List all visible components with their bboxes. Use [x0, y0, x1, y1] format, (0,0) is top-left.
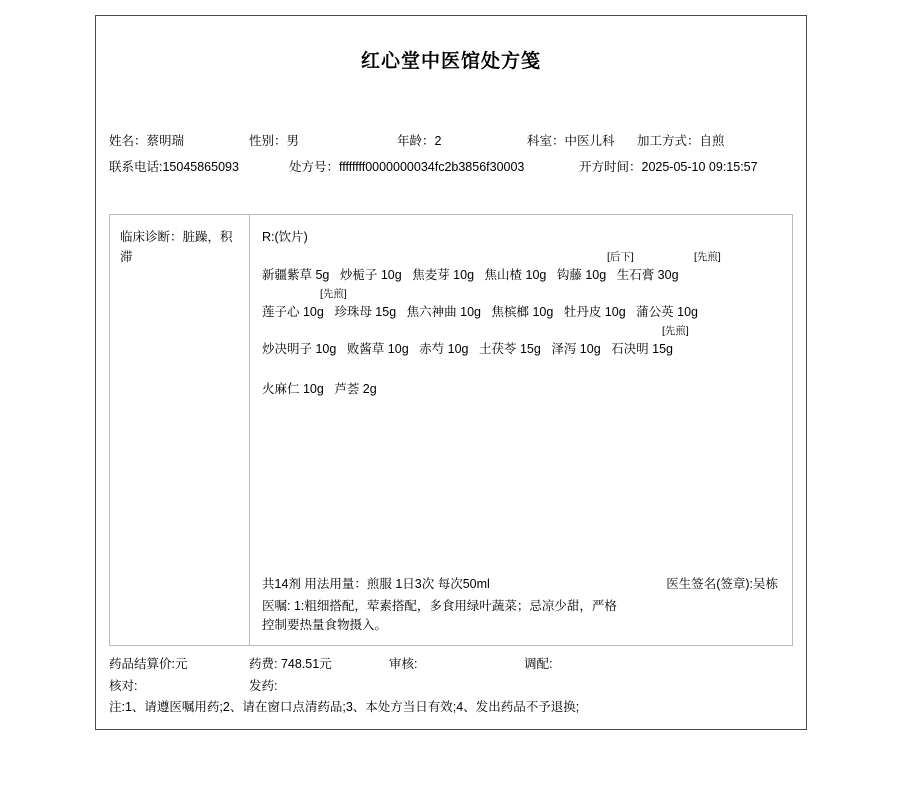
herb-item: 焦山楂 10g — [484, 268, 547, 282]
page-title: 红心堂中医馆处方笺 — [360, 51, 541, 72]
annotation-xianjian-2: [先煎] — [320, 288, 347, 300]
herb-item: 火麻仁 10g — [262, 382, 324, 396]
usage-instructions: 共14剂 用法用量：煎服 1日3次 每次50ml — [262, 577, 490, 591]
herb-item: 生石膏 30g — [616, 268, 679, 282]
prescription-number: 处方号：ffffffff0000000034fc2b3856f30003 — [289, 160, 525, 174]
annotation-xianjian-3: [先煎] — [662, 325, 689, 337]
processing-method: 加工方式：自煎 — [637, 134, 725, 148]
herb-item: 赤芍 10g — [419, 342, 469, 356]
herb-item: 蒲公英 10g — [636, 305, 698, 319]
prescription-body — [109, 214, 793, 646]
annotation-xianjian-1: [先煎] — [694, 251, 721, 263]
herb-item: 土茯苓 15g — [478, 342, 541, 356]
billing-section — [109, 646, 793, 717]
settlement-price: 药品结算价:元 — [109, 657, 188, 671]
annotation-houxia: [后下] — [607, 251, 634, 263]
medicine-fee: 药费: 748.51元 — [249, 657, 332, 671]
rx-footer — [262, 575, 778, 635]
herb-item: 焦槟榔 10g — [491, 305, 554, 319]
patient-name: 姓名：蔡明瑞 — [109, 134, 185, 148]
review-field: 审核: — [389, 657, 418, 671]
herb-item: 石决明 15g — [611, 342, 673, 356]
herb-line-1 — [262, 264, 778, 286]
rx-heading: R:(饮片) — [262, 230, 308, 244]
herb-line-2 — [262, 301, 778, 323]
doctor-signature: 医生签名(签章):吴栋 — [666, 577, 778, 591]
clinical-diagnosis: 临床诊断：脏躁，积滞 — [110, 215, 250, 645]
herb-item: 牡丹皮 10g — [563, 305, 626, 319]
herb-annotations-3 — [262, 323, 778, 338]
herb-item: 炒栀子 10g — [339, 268, 402, 282]
rx-content — [250, 215, 792, 645]
herb-annotations-2 — [262, 286, 778, 301]
check-field: 核对: — [109, 679, 138, 693]
herb-item: 莲子心 10g — [262, 305, 324, 319]
herb-item: 焦麦芽 10g — [412, 268, 475, 282]
footer-notes: 注:1、请遵医嘱用药;2、请在窗口点清药品;3、本处方当日有效;4、发出药品不予退换; — [109, 700, 580, 714]
issue-field: 发药: — [249, 679, 278, 693]
herb-item: 焦六神曲 10g — [406, 305, 481, 319]
prescription-time: 开方时间：2025-05-10 09:15:57 — [579, 160, 758, 174]
herb-item: 新疆紫草 5g — [262, 268, 330, 282]
patient-gender: 性别：男 — [249, 134, 300, 148]
herb-line-4 — [262, 378, 778, 400]
patient-age: 年龄：2 — [397, 134, 442, 148]
patient-meta-row-1 — [109, 128, 793, 154]
patient-meta — [96, 128, 806, 180]
herb-item: 败酱草 10g — [346, 342, 409, 356]
herb-line-3 — [262, 338, 778, 360]
herb-item: 炒决明子 10g — [262, 342, 337, 356]
prescription-page — [95, 15, 807, 730]
dispense-field: 调配: — [524, 657, 553, 671]
herb-annotations-1 — [262, 249, 778, 264]
patient-phone: 联系电话:15045865093 — [109, 160, 239, 174]
department: 科室：中医儿科 — [527, 134, 615, 148]
herb-item: 钩藤 10g — [556, 268, 607, 282]
herb-item: 芦荟 2g — [334, 382, 377, 396]
herb-item: 珍珠母 15g — [334, 305, 397, 319]
medical-advice-line-2: 控制要热量食物摄入。 — [262, 618, 388, 632]
herb-item: 泽泻 10g — [551, 342, 601, 356]
medical-advice-line-1: 医嘱: 1:粗细搭配，荤素搭配，多食用绿叶蔬菜；忌凉少甜，严格 — [262, 599, 617, 613]
patient-meta-row-2 — [109, 154, 793, 180]
